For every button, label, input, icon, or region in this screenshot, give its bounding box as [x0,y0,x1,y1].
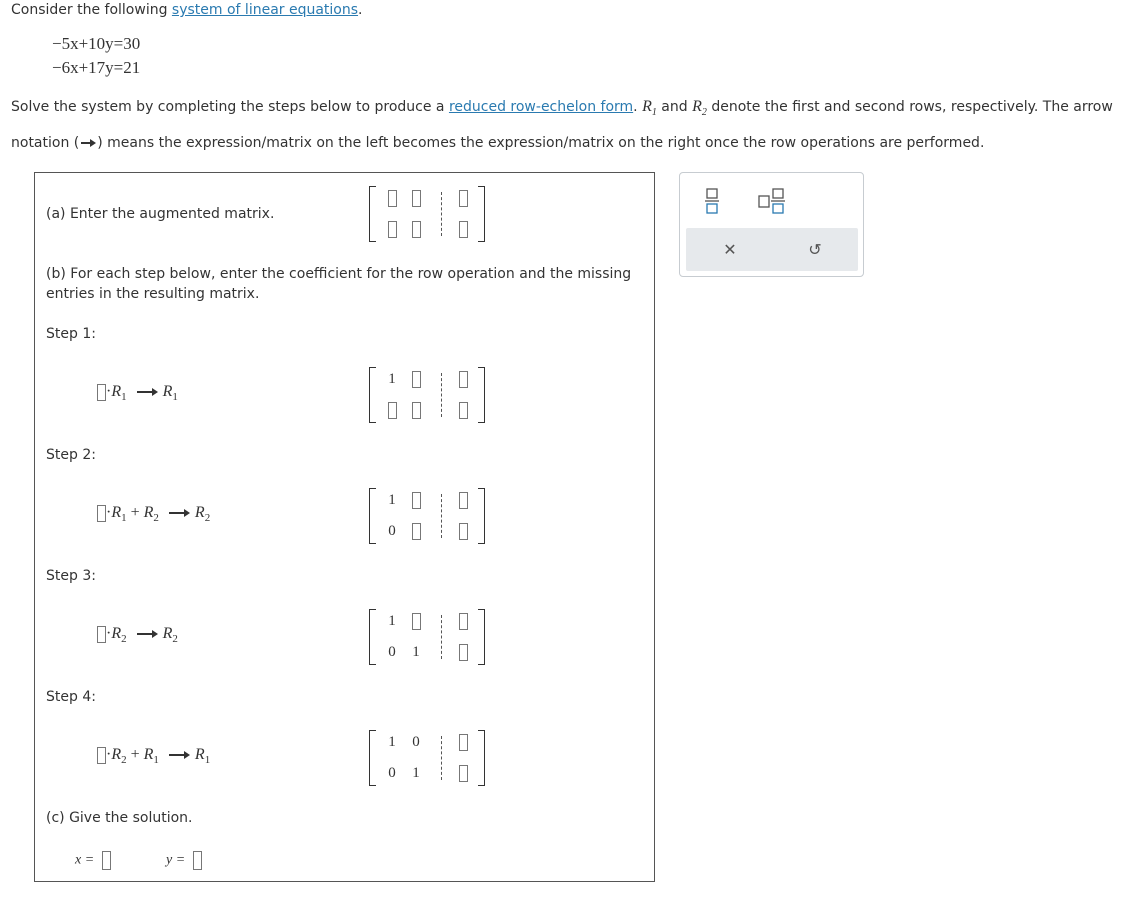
step-3-label: Step 3: [46,568,96,584]
instr-text-6: ) means the expression/matrix on the left becomes the expression/matrix on the right once the row operations are performed. [97,135,985,152]
augmented-matrix [369,186,485,242]
intro-prefix: Consider the following [11,2,172,18]
toolbox-actions [686,228,858,271]
fraction-icon[interactable] [705,188,719,218]
intro-text [11,2,363,18]
step-1-input-23[interactable] [459,402,468,419]
op-plus: + [130,746,140,763]
op-sub: 1 [204,754,211,766]
op-sub: 2 [121,754,127,766]
matrix-entry: 0 [388,644,396,660]
op-sub: 2 [172,633,178,645]
op-sub: 1 [121,391,127,403]
step-1-input-21[interactable] [388,402,397,419]
step-3-input-12[interactable] [412,613,421,630]
matrix-entry: 1 [388,734,396,750]
arrow-icon [81,142,93,144]
op-r: R [194,746,205,763]
matrix-entry: 1 [388,613,396,629]
r2-symbol: $R_2$ [692,98,707,119]
instr-text-3: and [656,99,693,115]
arrow-icon [169,512,187,514]
part-b-label-1: (b) For each step below, enter the coefficient for the row operation and the missing [46,266,632,282]
step-1-label: Step 1: [46,326,96,342]
step-1-input-12[interactable] [412,371,421,388]
step-3-coefficient-input[interactable] [97,626,106,643]
equation-1: −5x+10y=30 [52,34,141,53]
step-2-input-23[interactable] [459,523,468,540]
part-a-label: (a) Enter the augmented matrix. [46,206,275,222]
op-sub: 1 [172,391,178,403]
step-1-operation [97,383,178,401]
part-c-label: (c) Give the solution. [46,810,193,826]
instr-text-1: Solve the system by completing the steps below to produce a [11,99,449,115]
step-2-label: Step 2: [46,447,96,463]
matrix-entry: 1 [412,765,420,781]
step-2-input-12[interactable] [412,492,421,509]
step-1-input-13[interactable] [459,371,468,388]
step-1-matrix [369,367,485,423]
undo-icon[interactable]: ↺ [808,240,822,259]
op-r: R [111,625,122,642]
instr-text-2: . [633,99,643,115]
step-3-input-13[interactable] [459,613,468,630]
mixed-number-icon[interactable] [758,188,786,218]
arrow-icon [169,754,187,756]
matrix-entry: 0 [388,765,396,781]
matrix-entry: 1 [388,371,396,387]
op-sub: 1 [121,512,127,524]
solution-x [75,851,111,870]
instr-text-5: notation ( [11,135,80,152]
r1-symbol: $R_1$ [642,98,657,119]
instructions [11,92,1136,158]
op-r: R [111,504,122,521]
matrix-entry: 1 [388,492,396,508]
op-sub: 1 [153,754,159,766]
op-r: R [162,383,173,400]
instr-text-4: denote the first and second rows, respectively. The arrow [706,99,1113,115]
matrix-entry: 0 [412,734,420,750]
arrow-icon [137,391,155,393]
step-2-input-13[interactable] [459,492,468,509]
matrix-a-input-11[interactable] [388,190,397,207]
solution-y [166,851,202,870]
system-link[interactable]: system of linear equations [171,2,359,18]
equation-2: −6x+17y=21 [52,58,141,77]
math-toolbox [679,172,864,277]
matrix-entry: 0 [388,523,396,539]
step-3-operation [97,625,178,643]
step-2-operation [97,504,210,522]
dot: · [106,625,112,642]
step-4-coefficient-input[interactable] [97,747,106,764]
step-4-operation [97,746,210,764]
step-1-coefficient-input[interactable] [97,384,106,401]
step-2-input-22[interactable] [412,523,421,540]
y-label: y = [166,852,186,868]
op-plus: + [130,504,140,521]
matrix-a-input-23[interactable] [459,221,468,238]
op-r: R [143,746,154,763]
clear-icon[interactable]: ✕ [723,240,737,259]
op-r: R [111,383,122,400]
dot: · [106,746,112,763]
dot: · [106,383,112,400]
op-r: R [111,746,122,763]
x-input[interactable] [102,851,111,870]
step-2-coefficient-input[interactable] [97,505,106,522]
dot: · [106,504,112,521]
matrix-entry: 1 [412,644,420,660]
op-r: R [194,504,205,521]
x-label: x = [75,852,95,868]
intro-suffix: . [358,2,363,18]
arrow-icon [137,633,155,635]
answer-frame [34,172,655,882]
op-r: R [162,625,173,642]
step-4-matrix [369,730,485,786]
step-1-input-22[interactable] [412,402,421,419]
matrix-a-input-13[interactable] [459,190,468,207]
step-4-input-23[interactable] [459,765,468,782]
op-sub: 2 [153,512,159,524]
step-4-label: Step 4: [46,689,96,705]
part-b-label-2: entries in the resulting matrix. [46,286,260,302]
step-4-input-13[interactable] [459,734,468,751]
step-2-matrix [369,488,485,544]
matrix-a-input-21[interactable] [388,221,397,238]
y-input[interactable] [193,851,202,870]
step-3-input-23[interactable] [459,644,468,661]
matrix-a-input-12[interactable] [412,190,421,207]
step-3-matrix [369,609,485,665]
op-sub: 2 [121,633,127,645]
op-r: R [143,504,154,521]
rref-link[interactable]: reduced row-echelon form [448,99,634,115]
op-sub: 2 [204,512,211,524]
matrix-a-input-22[interactable] [412,221,421,238]
